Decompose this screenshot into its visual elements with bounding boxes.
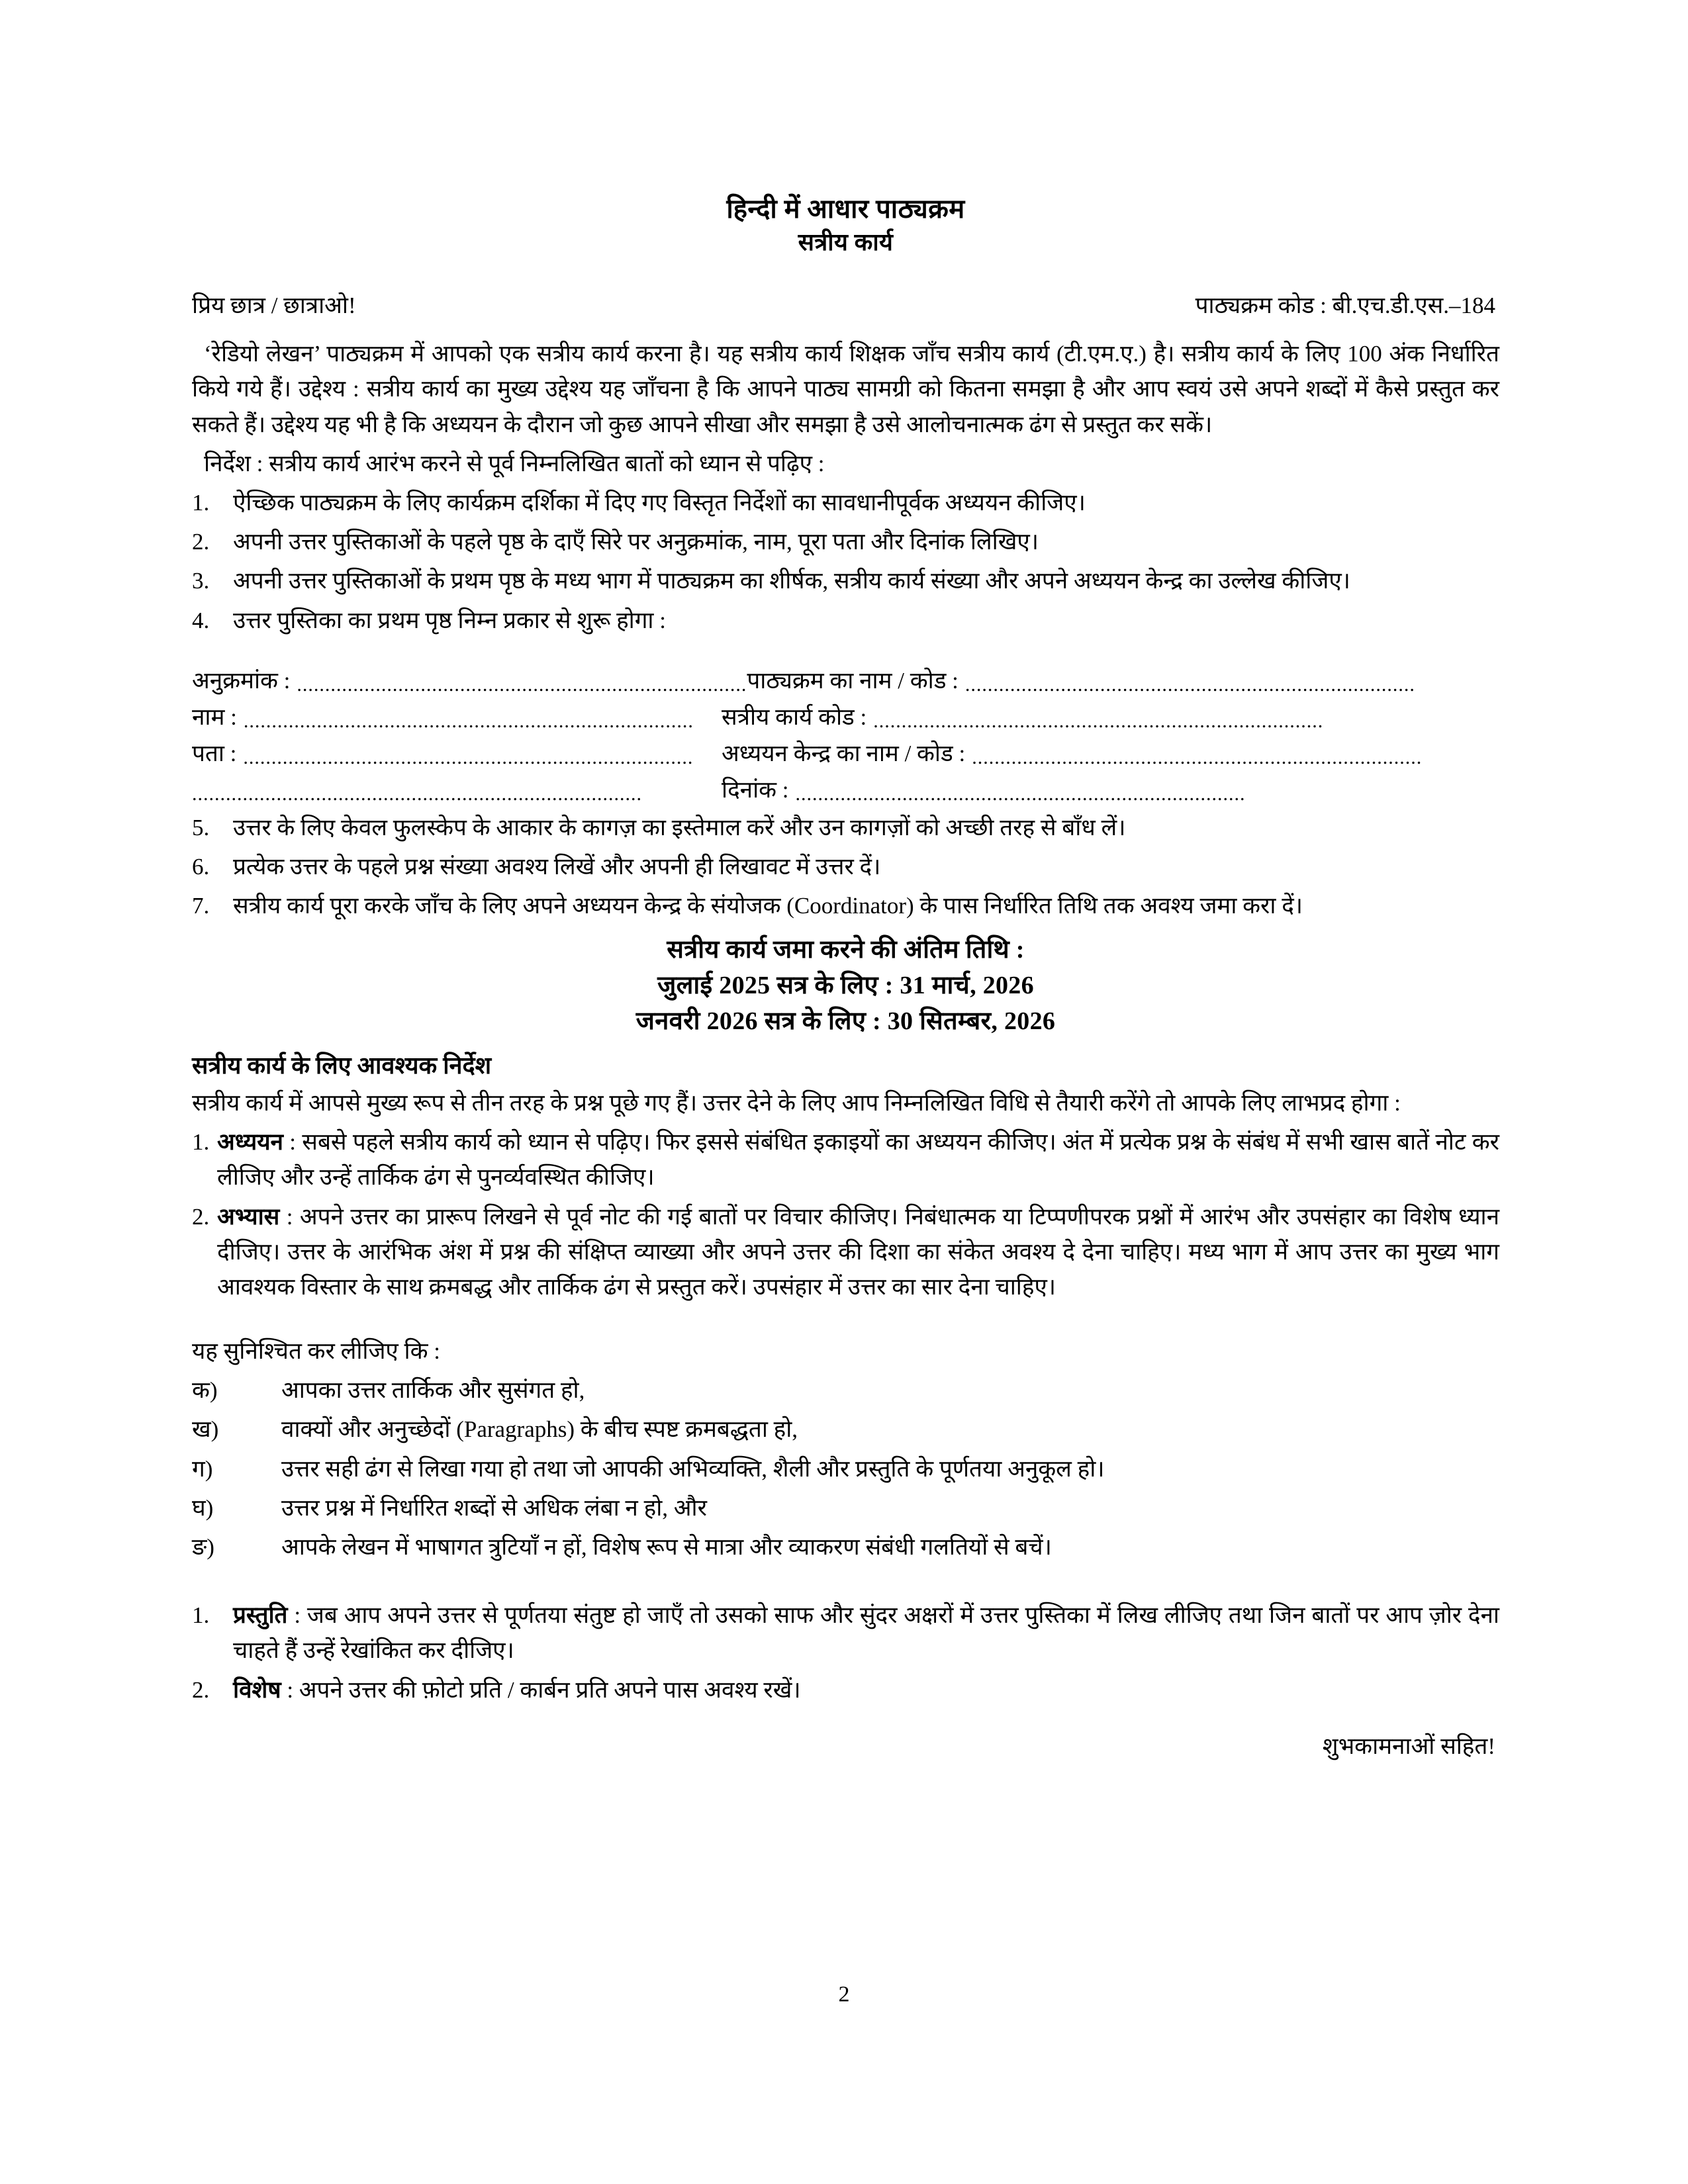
list-body-text: : अपने उत्तर की फ़ोटो प्रति / कार्बन प्रति अपने पास अवश्य रखें। (281, 1676, 801, 1703)
list-text: अपनी उत्तर पुस्तिकाओं के पहले पृष्ठ के दाएँ सिरे पर अनुक्रमांक, नाम, पूरा पता और दिनांक लिखिए। (233, 529, 1039, 555)
list-marker: 2. (192, 1676, 210, 1703)
form-label: अध्ययन केन्द्र का नाम / कोड : (722, 740, 966, 766)
page-number: 2 (838, 1982, 850, 2007)
list-bold-label: प्रस्तुति (233, 1602, 288, 1629)
list-item (192, 810, 1499, 845)
form-field-enrolment (192, 664, 747, 697)
form-field-address-continued (192, 778, 722, 805)
form-field-name (192, 701, 722, 733)
list-text: सत्रीय कार्य पूरा करके जाँच के लिए अपने अध्ययन केन्द्र के संयोजक (Coordinator) के पास निर्धारित तिथि तक अवश्य जमा करा दें। (233, 893, 1303, 919)
guidelines-intro: सत्रीय कार्य में आपसे मुख्य रूप से तीन तरह के प्रश्न पूछे गए हैं। उत्तर देने के लिए आप निम्नलिखित विधि से तैयारी करेंगे तो आपके लिए लाभप्रद होगा : (192, 1089, 1401, 1116)
list-text: ऐच्छिक पाठ्यक्रम के लिए कार्यक्रम दर्शिका में दिए गए विस्तृत निर्देशों का सावधानीपूर्वक अध्ययन कीजिए। (233, 490, 1086, 516)
form-dotted-line: ................................................................................ (972, 746, 1423, 768)
course-code: पाठ्यक्रम कोड : बी.एच.डी.एस.–184 (1195, 293, 1495, 319)
form-label: अनुक्रमांक : (192, 667, 291, 694)
closing-greeting: शुभकामनाओं सहित! (1322, 1733, 1495, 1759)
list-text (233, 1598, 1499, 1668)
document-subtitle: सत्रीय कार्य (798, 229, 894, 256)
list-item (192, 1412, 1499, 1447)
list-text: अपनी उत्तर पुस्तिकाओं के प्रथम पृष्ठ के मध्य भाग में पाठ्यक्रम का शीर्षक, सत्रीय कार्य संख्या और अपने अध्ययन केन्द्र का उल्लेख कीजिए। (233, 568, 1350, 594)
list-text (217, 1124, 1499, 1195)
form-field-study-centre (722, 737, 1499, 770)
intro-paragraph: ‘रेडियो लेखन’ पाठ्यक्रम में आपको एक सत्रीय कार्य करना है। यह सत्रीय कार्य शिक्षक जाँच सत्रीय कार्य (टी.एम.ए.) है। सत्रीय कार्य के लिए 100 अंक निर्धारित किये गये हैं। उद्देश्य : सत्रीय कार्य का मुख्य उद्देश्य यह जाँचना है कि आपने पाठ्य सामग्री को कितना समझा है और आप स्वयं उसे अपने शब्दों में कैसे प्रस्तुत कर सकते हैं। उद्देश्य यह भी है कि अध्ययन के दौरान जो कुछ आपने सीखा और समझा है उसे आलोचनात्मक ढंग से प्रस्तुत कर सकें। (192, 341, 1499, 437)
form-field-assignment-code (722, 701, 1499, 733)
list-text: उत्तर पुस्तिका का प्रथम पृष्ठ निम्न प्रकार से शुरू होगा : (233, 607, 666, 633)
form-field-course-name-code (747, 664, 1499, 697)
form-row (192, 664, 1499, 697)
list-bold-label: अभ्यास (217, 1203, 280, 1230)
list-text: उत्तर सही ढंग से लिखा गया हो तथा जो आपकी अभिव्यक्ति, शैली और प्रस्तुति के पूर्णतया अनुकूल हो। (281, 1455, 1105, 1482)
list-marker: 2. (192, 529, 210, 555)
final-items-list (192, 1598, 1499, 1707)
salutation-row (192, 289, 1499, 320)
list-bold-label: विशेष (233, 1676, 281, 1703)
list-marker: ग) (192, 1455, 213, 1482)
list-text: वाक्यों और अनुच्छेदों (Paragraphs) के बीच स्पष्ट क्रमबद्धता हो, (281, 1416, 798, 1443)
list-marker: 1. (192, 1602, 210, 1629)
form-dotted-line: ................................................................................ (795, 782, 1246, 805)
list-text: उत्तर प्रश्न में निर्धारित शब्दों से अधिक लंबा न हो, और (281, 1494, 707, 1521)
answer-sheet-form-template (192, 664, 1499, 806)
list-marker: 5. (192, 814, 210, 841)
form-label: पता : (192, 740, 237, 766)
spacer (192, 1304, 1499, 1334)
list-item (192, 524, 1499, 559)
list-item (192, 1373, 1499, 1408)
checklist-lead: यह सुनिश्चित कर लीजिए कि : (192, 1338, 440, 1365)
form-dotted-line: ................................................................................ (243, 746, 694, 768)
list-marker: 3. (192, 568, 210, 594)
list-marker: घ) (192, 1494, 214, 1521)
form-row (192, 774, 1499, 806)
list-text: उत्तर के लिए केवल फुलस्केप के आकार के कागज़ का इस्तेमाल करें और उन कागज़ों को अच्छी तरह से बाँध लें। (233, 814, 1126, 841)
form-label: नाम : (192, 704, 237, 730)
list-text (233, 1672, 1499, 1707)
list-text: आपके लेखन में भाषागत त्रुटियाँ न हों, विशेष रूप से मात्रा और व्याकरण संबंधी गलतियों से बचें। (281, 1534, 1052, 1561)
list-item (192, 1490, 1499, 1525)
list-item (192, 1199, 1499, 1305)
salutation-greeting: प्रिय छात्र / छात्राओ! (192, 293, 356, 319)
form-field-date (722, 774, 1499, 806)
deadline-july-session: जुलाई 2025 सत्र के लिए : 31 मार्च, 2026 (657, 972, 1034, 1000)
list-marker: 1. (192, 490, 210, 516)
form-dotted-line: ................................................................................ (873, 709, 1324, 732)
list-body-text: : जब आप अपने उत्तर से पूर्णतया संतुष्ट हो जाएँ तो उसको साफ और सुंदर अक्षरों में उत्तर पुस्तिका में लिख लीजिए तथा जिन बातों पर आप ज़ोर देना चाहते हैं उन्हें रेखांकित कर दीजिए। (233, 1602, 1499, 1664)
form-dotted-line: ................................................................................ (243, 709, 694, 732)
form-dotted-line: ................................................................................ (297, 673, 747, 696)
form-field-address (192, 737, 722, 770)
deadline-heading: सत्रीय कार्य जमा करने की अंतिम तिथि : (667, 936, 1025, 964)
deadline-january-session: जनवरी 2026 सत्र के लिए : 30 सितम्बर, 2026 (635, 1007, 1056, 1036)
list-marker: 6. (192, 853, 210, 880)
list-text (217, 1199, 1499, 1305)
list-item (192, 1124, 1499, 1195)
form-row (192, 701, 1499, 733)
list-marker: 1. (192, 1129, 210, 1156)
document-body (192, 192, 1499, 1761)
guidelines-heading: सत्रीय कार्य के लिए आवश्यक निर्देश (192, 1052, 492, 1079)
list-body-text: : सबसे पहले सत्रीय कार्य को ध्यान से पढ़िए। फिर इससे संबंधित इकाइयों का अध्ययन कीजिए। अंत में प्रत्येक प्रश्न के संबंध में सभी खास बातें नोट कर लीजिए और उन्हें तार्किक ढंग से पुनर्व्यवस्थित कीजिए। (217, 1129, 1499, 1191)
submission-deadline-block (192, 933, 1499, 1040)
instructions-first-list (192, 485, 1499, 638)
checklist-list (192, 1373, 1499, 1565)
list-item (192, 888, 1499, 923)
list-item (192, 603, 1499, 638)
list-body-text: : अपने उत्तर का प्रारूप लिखने से पूर्व नोट की गई बातों पर विचार कीजिए। निबंधात्मक या टिप्पणीपरक प्रश्नों में आरंभ और उपसंहार का विशेष ध्यान दीजिए। उत्तर के आरंभिक अंश में प्रश्न की संक्षिप्त व्याख्या और अपने उत्तर की दिशा का संकेत अवश्य दे देना चाहिए। मध्य भाग में आप उत्तर का मुख्य भाग आवश्यक विस्तार के साथ क्रमबद्ध और तार्किक ढंग से प्रस्तुत करें। उपसंहार में उत्तर का सार देना चाहिए। (217, 1203, 1499, 1300)
list-item (192, 563, 1499, 598)
list-item (192, 1529, 1499, 1565)
list-text: प्रत्येक उत्तर के पहले प्रश्न संख्या अवश्य लिखें और अपनी ही लिखावट में उत्तर दें। (233, 853, 881, 880)
list-marker: 4. (192, 607, 210, 633)
list-bold-label: अध्ययन (217, 1129, 283, 1156)
directive-line: निर्देश : सत्रीय कार्य आरंभ करने से पूर्व निम्नलिखित बातों को ध्यान से पढ़िए : (204, 450, 825, 477)
form-row (192, 737, 1499, 770)
form-label: पाठ्यक्रम का नाम / कोड : (747, 667, 959, 694)
list-marker: 2. (192, 1203, 210, 1230)
list-item (192, 849, 1499, 884)
list-item (192, 1672, 1499, 1707)
list-marker: क) (192, 1377, 218, 1404)
form-dotted-line: ................................................................................ (964, 673, 1415, 696)
list-item (192, 1451, 1499, 1486)
list-text: आपका उत्तर तार्किक और सुसंगत हो, (281, 1377, 585, 1404)
list-item (192, 1598, 1499, 1668)
guidelines-list (192, 1124, 1499, 1304)
form-dotted-line: ................................................................................ (192, 782, 642, 805)
document-title: हिन्दी में आधार पाठ्यक्रम (726, 194, 965, 224)
instructions-second-list (192, 810, 1499, 924)
form-label: सत्रीय कार्य कोड : (722, 704, 867, 730)
list-marker: ख) (192, 1416, 219, 1443)
spacer (192, 1565, 1499, 1594)
list-marker: 7. (192, 893, 210, 919)
list-marker: ङ) (192, 1534, 214, 1561)
list-item (192, 485, 1499, 520)
form-label: दिनांक : (722, 776, 789, 803)
